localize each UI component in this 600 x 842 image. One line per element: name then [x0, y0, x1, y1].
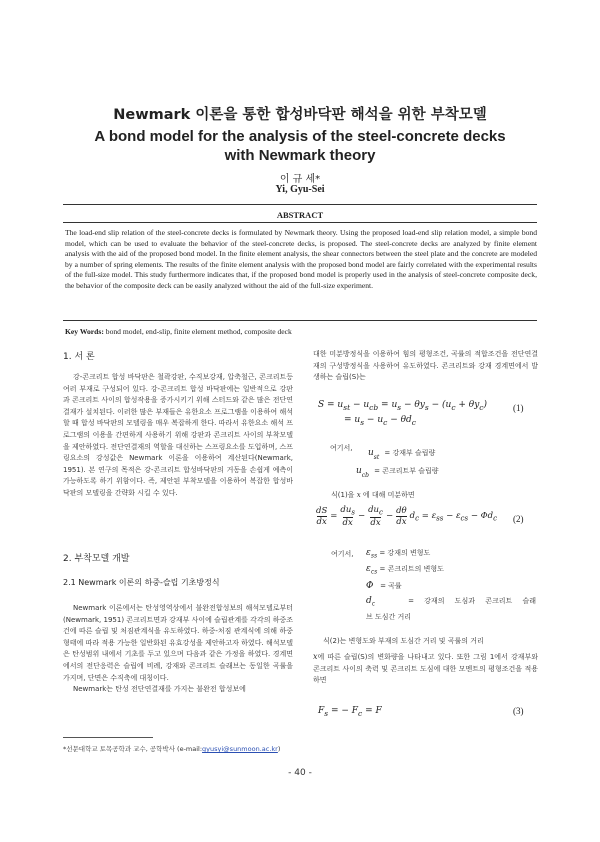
section-2-1-body: [63, 603, 293, 696]
footnote-rule: [63, 737, 153, 738]
where-2-term-b: $\varepsilon_{cs}$ = 콘크리트의 변형도: [366, 564, 444, 576]
author-english: Yi, Gyu-Sei: [275, 184, 325, 195]
equation-3: $F_s$ = − $F_c = F$: [318, 706, 382, 718]
equation-2-intro: 식(1)을 x 에 대해 미분하면: [331, 491, 415, 499]
abstract-text: The load-end slip relation of the steel-concrete decks is formulated by Newmark theory. Using the proposed load-end slip relation model, a simple bond model, which can be used to evaluate the behavior of the steel-concrete decks, is proposed. The steel-concrete decks are analyzed by finite element analysis with the aid of the proposed bond model. In the finite element analysis, the shear connectors between the steel plate and the concrete are modeled by a number of spring elements. The results of the finite element analysis with the proposed bond model are fairly correlated with the experimental results of the full-size model. This study furthermore indicates that, if the proposed bond model is properly used in the analysis of steel-concrete composite deck, the behavior of the composite deck can be easily analyzed without the aid of the full-size experiment.: [65, 228, 537, 290]
keywords-label: Key Words:: [65, 327, 104, 336]
keywords-text: bond model, end-slip, finite element method, composite deck: [103, 327, 292, 336]
equation-2-intro-a: 식(1)을: [331, 491, 355, 499]
page-number: - 40 -: [288, 768, 312, 778]
section-2-1-heading: 2.1 Newmark 이론의 하중-슬립 기초방정식: [63, 578, 220, 587]
right-paragraph-2: 식(2)는 변형도와 부재의 도심간 거리 및 곡률의 거리: [323, 637, 484, 645]
title-english: A bond model for the analysis of the steel-concrete decks with Newmark theory: [94, 128, 506, 164]
where-2-term-d: $d_c$ = 강재의 도심과 콘크리트 슬래: [366, 596, 536, 608]
equation-2-number: (2): [513, 514, 524, 524]
footnote-end: ): [277, 745, 281, 753]
title-korean: Newmark 이론을 통한 합성바닥판 해석을 위한 부착모델: [113, 107, 487, 123]
where-2-term-a: $\varepsilon_{ss}$ = 강재의 변형도: [366, 548, 431, 560]
right-paragraph-3-text: 에 따른 슬립(S)의 변화량을 나타내고 있다. 또한 그림 1에서 강재부와 콘크리트 사이의 축력 및 콘크리트 도심에 대한 모멘트의 평형조건을 적용하면: [313, 653, 538, 685]
where-1-intro: 여기서,: [330, 444, 353, 452]
footnote-text: *선문대학교 토목공학과 교수, 공학박사 (e-mail:: [63, 745, 203, 753]
right-intro: [313, 349, 538, 384]
right-intro-paragraph: 대한 미분방정식을 이용하여 힘의 평형조건, 곡률의 적합조건을 전단연결재의 구성방정식을 사용하여 유도하였다. 콘크리트와 강재 경계면에서 발생하는 슬립(S)는: [313, 350, 538, 382]
right-body-3: [313, 651, 538, 687]
abstract-heading: ABSTRACT: [276, 210, 324, 220]
equation-1-line-2: = $u_s - u_c - \theta d_c$: [344, 415, 416, 427]
where-2-a-desc: = 강재의 변형도: [379, 549, 431, 557]
where-2-d-desc: = 강재의 도심과 콘크리트 슬래: [408, 597, 536, 605]
where-2-term-d-cont: 브 도심간 거리: [366, 613, 412, 621]
where-1-term-b: $u_{cb}$ = 콘크리트부 슬립량: [356, 466, 439, 480]
equation-2-intro-b: 에 대해 미분하면: [362, 491, 415, 499]
footnote-email-link[interactable]: gyusyi@sunmoon.ac.kr: [202, 745, 278, 753]
equation-1-number: (1): [513, 403, 524, 413]
abstract-bottom-rule: [63, 320, 537, 321]
section-1-paragraph: 강-콘크리트 합성 바닥판은 철곽강판, 수직보강재, 압축철근, 콘크리트등 여러 부재로 구성되어 있다. 강-콘크리트 합성 바닥판에는 일반적으로 강판과 콘크리트 사이의 합성작용을 증가시키기 위해 스터드와 같은 많은 전단연결재가 설치된다. 이러한 많은 부재들은 유한요소 프로그램을 이용하여 해석 할 때 합성 바닥판의 모델링을 매우 복잡하게 한다. 따라서 유한요소 해석 프로그램의 이용을 간편하게 사용하기 위해 강판과 콘크리트 사이의 부착모델을 제안하였다. 전단연결재의 역할을 대신하는 스프링요소를 도입하며, 스프링요소의 강성값은 Newmark 이론을 이용하여 계산된다(Newmark, 1951). 본 연구의 목적은 강-콘크리트 합성바닥판의 거동을 손쉽게 예측이 가능하도록 하기 위함이다. 즉, 제안된 부착모델을 이용하여 복잡한 합성바닥판의 모델링을 간략화 시킬 수 있다.: [63, 373, 293, 497]
equation-1-line-1: $S = u_{st} - u_{cb} = u_s - \theta y_s - (u_c + \theta y_c)$: [318, 400, 487, 412]
right-body-2: [313, 636, 538, 648]
section-2-1-paragraph: Newmark 이론에서는 탄성영역상에서 불완전합성보의 해석모델로부터(Newmark, 1951) 콘크리트면과 강재부 사이에 슬립관계를 각각의 하중조건에 따른 슬립 및 처짐관계식을 유도하였다. 하중-처짐 관계식에 의해 하중 형태에 따라 적용 가능한 일반화된 유효강성을 제안하고자 하였다. 해석모델은 탄성범위 내에서 기초를 두고 있으며 다음과 같은 가정을 하였다. 경계면에서의 전단응력은 슬립에 비례, 강재와 콘크리트 슬래브는 동일한 곡률을 가지며, 단면은 수직축에 대칭이다.: [63, 604, 293, 682]
where-1-b-desc: = 콘크리트부 슬립량: [374, 467, 439, 475]
where-2-b-desc: = 콘크리트의 변형도: [379, 565, 444, 573]
keywords: [65, 327, 537, 336]
where-1-term-a: $u_{st}$ = 강재부 슬립량: [368, 448, 436, 462]
where-1-a-desc: = 강재부 슬립량: [384, 449, 436, 457]
equation-3-number: (3): [513, 706, 524, 716]
equation-2: $\frac{dS}{dx}$ = $du_s$ dx − $du_c$ dx − $\frac{d\theta}{dx}$ $d_c = \varepsilon_{ss} - \varepsilon_{cs} - \Phi d_c$: [316, 505, 498, 528]
footnote: [63, 744, 363, 753]
section-2-1-paragraph-2: Newmark는 탄성 전단연결재를 가지는 불완전 합성보에: [73, 685, 246, 694]
where-2-intro: 여기서,: [331, 550, 354, 558]
abstract-top-rule: [63, 204, 537, 205]
abstract-heading-rule: [63, 222, 537, 223]
where-2-term-c: Φ = 곡률: [366, 581, 402, 591]
right-paragraph-3: x에 따른 슬립(S)의 변화량을 나타내고 있다. 또한 그림 1에서 강재부와 콘크리트 사이의 축력 및 콘크리트 도심에 대한 모멘트의 평형조건을 적용하면: [313, 652, 538, 685]
section-1-heading: 1. 서 론: [63, 352, 95, 362]
section-2-heading: 2. 부착모델 개발: [63, 554, 130, 564]
where-2-c-desc: = 곡률: [380, 582, 402, 590]
author-korean: 이 규 세*: [279, 174, 321, 185]
section-1-body: [63, 372, 293, 500]
